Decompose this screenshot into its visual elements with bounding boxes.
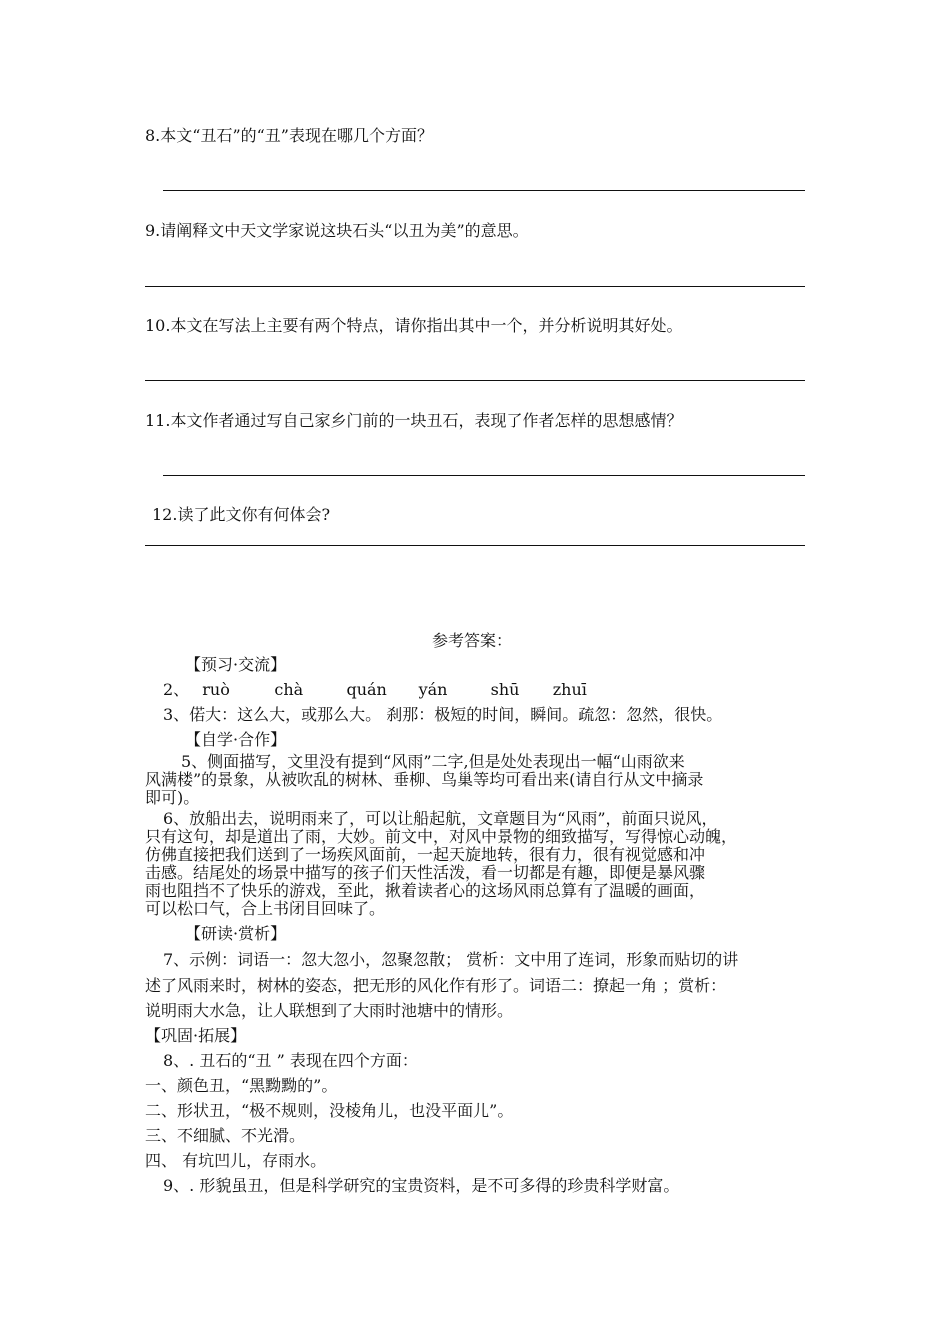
section-study: 【研读·赏析】 [185,924,287,943]
answer-line-11[interactable] [163,475,805,476]
question-10: 10.本文在写法上主要有两个特点，请你指出其中一个，并分析说明其好处。 [145,316,683,335]
answers-title: 参考答案： [432,631,513,650]
item-5-line-1: 5、侧面描写，文里没有提到“风雨”二字,但是处处表现出一幅“山雨欲来 [181,752,685,771]
question-8: 8.本文“丑石”的“丑”表现在哪几个方面？ [145,126,433,145]
item-8-line-2: 一、颜色丑，“黑黝黝的”。 [145,1076,338,1095]
answer-line-8[interactable] [163,190,805,191]
item-6-line-3: 仿佛直接把我们送到了一场疾风面前，一起天旋地转，很有力，很有视觉感和冲 [145,845,706,864]
pinyin-3: quán [346,680,387,699]
pinyin-6: zhuī [552,680,587,699]
section-self-study: 【自学·合作】 [185,730,287,749]
pinyin-2: chà [274,680,304,699]
pinyin-5: shū [490,680,520,699]
item-8-line-5: 四、 有坑凹儿，存雨水。 [145,1151,327,1170]
item-7-line-1: 7、示例：词语一：忽大忽小，忽聚忽散； 赏析：文中用了连词，形象而贴切的讲 [163,950,739,969]
pinyin-1: ruò [202,680,230,699]
item-6-line-1: 6、放船出去，说明雨来了，可以让船起航，文章题目为“风雨”，前面只说风， [163,809,718,828]
answer-line-10[interactable] [145,380,805,381]
item-2-prefix: 2、 [163,680,190,699]
item-3: 3、偌大：这么大，或那么大。 刹那：极短的时间，瞬间。疏忽：忽然，很快。 [163,705,723,724]
question-11: 11.本文作者通过写自己家乡门前的一块丑石，表现了作者怎样的思想感情？ [145,411,683,430]
question-12: 12.读了此文你有何体会? [152,505,331,524]
section-preview: 【预习·交流】 [185,655,287,674]
item-5-line-2: 风满楼”的景象，从被吹乱的树林、垂柳、鸟巢等均可看出来(请自行从文中摘录 [145,770,704,789]
answer-line-12[interactable] [145,545,805,546]
section-consolidate: 【巩固·拓展】 [145,1026,247,1045]
item-7-line-3: 说明雨大水急，让人联想到了大雨时池塘中的情形。 [145,1001,514,1020]
question-9: 9.请阐释文中天文学家说这块石头“以丑为美”的意思。 [145,221,529,240]
item-6-line-2: 只有这句，却是道出了雨，大妙。前文中，对风中景物的细致描写，写得惊心动魄， [145,827,738,846]
item-9: 9、. 形貌虽丑，但是科学研究的宝贵资料，是不可多得的珍贵科学财富。 [163,1176,680,1195]
item-6-line-6: 可以松口气，合上书闭目回味了。 [145,899,386,918]
item-2-pinyin [163,681,587,699]
pinyin-4: yán [418,680,448,699]
item-8-line-1: 8、. 丑石的“丑 ” 表现在四个方面： [163,1051,418,1070]
item-6-line-4: 击感。结尾处的场景中描写的孩子们天性活泼，看一切都是有趣，即便是暴风骤 [145,863,706,882]
answer-line-9[interactable] [145,286,805,287]
item-5-line-3: 即可)。 [145,788,200,807]
item-8-line-4: 三、不细腻、不光滑。 [145,1126,306,1145]
item-7-line-2: 述了风雨来时，树林的姿态，把无形的风化作有形了。词语二：撩起一角 ；赏析： [145,976,727,995]
item-6-line-5: 雨也阻挡不了快乐的游戏，至此，揪着读者心的这场风雨总算有了温暖的画面， [145,881,706,900]
item-8-line-3: 二、形状丑，“极不规则，没棱角儿，也没平面儿”。 [145,1101,514,1120]
